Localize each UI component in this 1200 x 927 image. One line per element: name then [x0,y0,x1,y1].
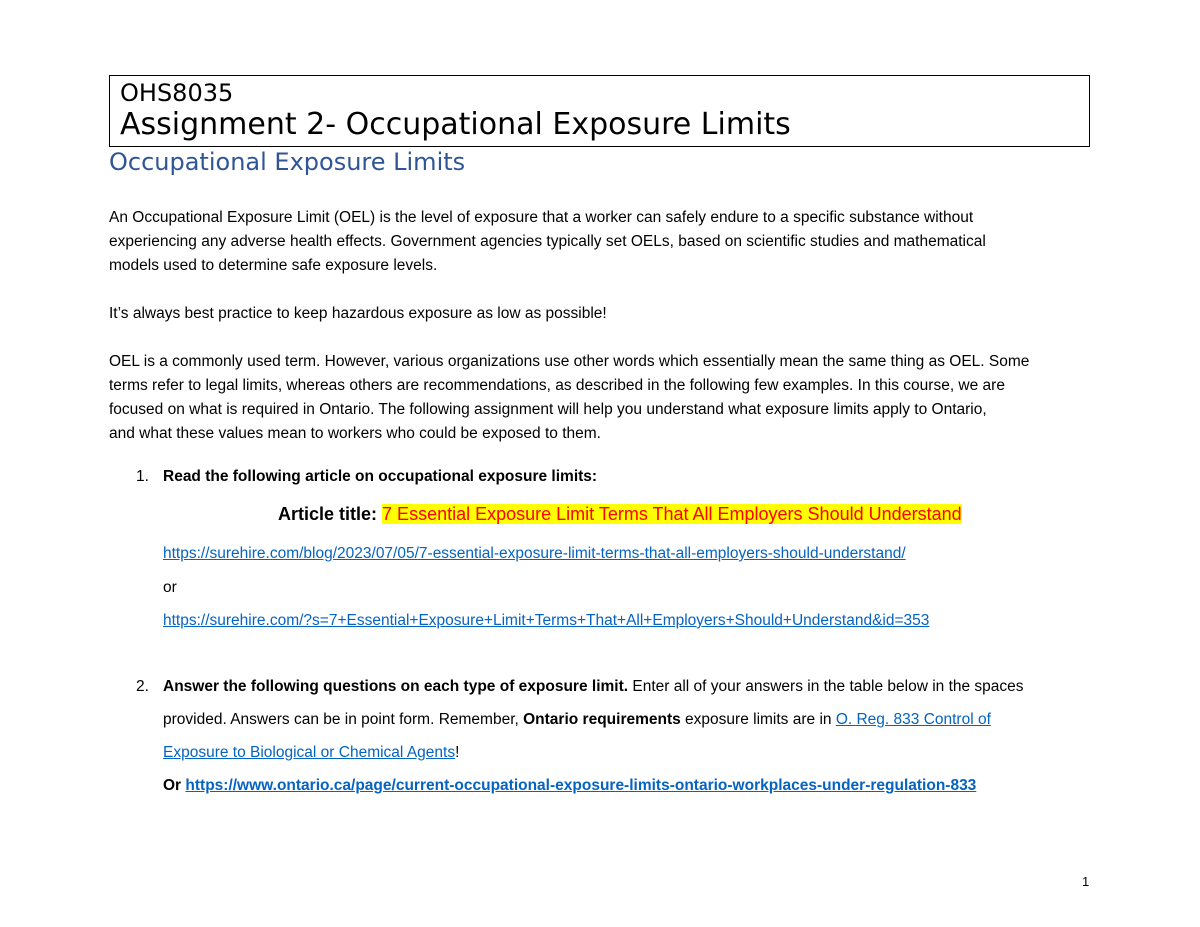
item-2-line-4 [163,777,976,795]
ontario-requirements-label: Ontario requirements [523,711,681,728]
item-2-line-3 [163,744,459,762]
list-number-1: 1. [136,468,149,485]
oel-line-2: terms refer to legal limits, whereas others are recommendations, as described in the following few examples. In this course, we are [109,377,1005,394]
section-heading: Occupational Exposure Limits [109,148,466,176]
item-2-text: Enter all of your answers in the table below in the spaces [628,678,1024,695]
article-link-line [163,545,906,563]
intro-line-2: experiencing any adverse health effects. Government agencies typically set OELs, based on scientific studies and mathematical [109,233,986,250]
article-link-1[interactable]: https://surehire.com/blog/2023/07/05/7-essential-exposure-limit-terms-that-all-employers-should-understand/ [163,545,906,562]
or-label: Or [163,777,186,794]
best-practice-paragraph: It’s always best practice to keep hazardous exposure as low as possible! [109,305,607,322]
intro-paragraph [109,206,1099,278]
intro-line-3: models used to determine safe exposure levels. [109,257,438,274]
ontario-oel-link[interactable]: https://www.ontario.ca/page/current-occupational-exposure-limits-ontario-workplaces-under-regulation-833 [185,777,977,794]
list-item-2 [136,678,1024,696]
item-1-text: Read the following article on occupational exposure limits: [163,468,598,485]
title-box [109,75,1090,147]
page-number: 1 [1082,874,1090,889]
list-number-2: 2. [136,678,149,695]
regulation-link-part-1[interactable]: O. Reg. 833 Control of [835,711,991,728]
intro-line-1: An Occupational Exposure Limit (OEL) is the level of exposure that a worker can safely endure to a specific substance without [109,209,974,226]
item-2-bold-text: Answer the following questions on each type of exposure limit. [163,678,629,695]
article-title-highlight: 7 Essential Exposure Limit Terms That All Employers Should Understand [382,504,962,524]
list-item-1 [136,468,597,486]
assignment-title: Assignment 2- Occupational Exposure Limits [120,107,791,142]
or-line: or [163,579,177,596]
article-title-line [278,504,962,525]
item-2-line-2 [163,711,991,729]
article-link-line-2 [163,612,929,630]
article-link-2[interactable]: https://surehire.com/?s=7+Essential+Exposure+Limit+Terms+That+All+Employers+Should+Understand&id=353 [163,612,930,629]
oel-line-3: focused on what is required in Ontario. The following assignment will help you understand what exposure limits apply to Ontario, [109,401,987,418]
article-label: Article title: [278,504,378,524]
regulation-link-part-2[interactable]: Exposure to Biological or Chemical Agents [163,744,456,761]
exclamation: ! [455,744,460,761]
oel-line-1: OEL is a commonly used term. However, various organizations use other words which essentially mean the same thing as OEL. Some [109,353,1030,370]
course-code: OHS8035 [120,79,234,107]
oel-terms-paragraph [109,350,1099,446]
item-2-line-2-b: exposure limits are in [680,711,836,728]
oel-line-4: and what these values mean to workers who could be exposed to them. [109,425,601,442]
item-2-line-2-a: provided. Answers can be in point form. Remember, [163,711,524,728]
